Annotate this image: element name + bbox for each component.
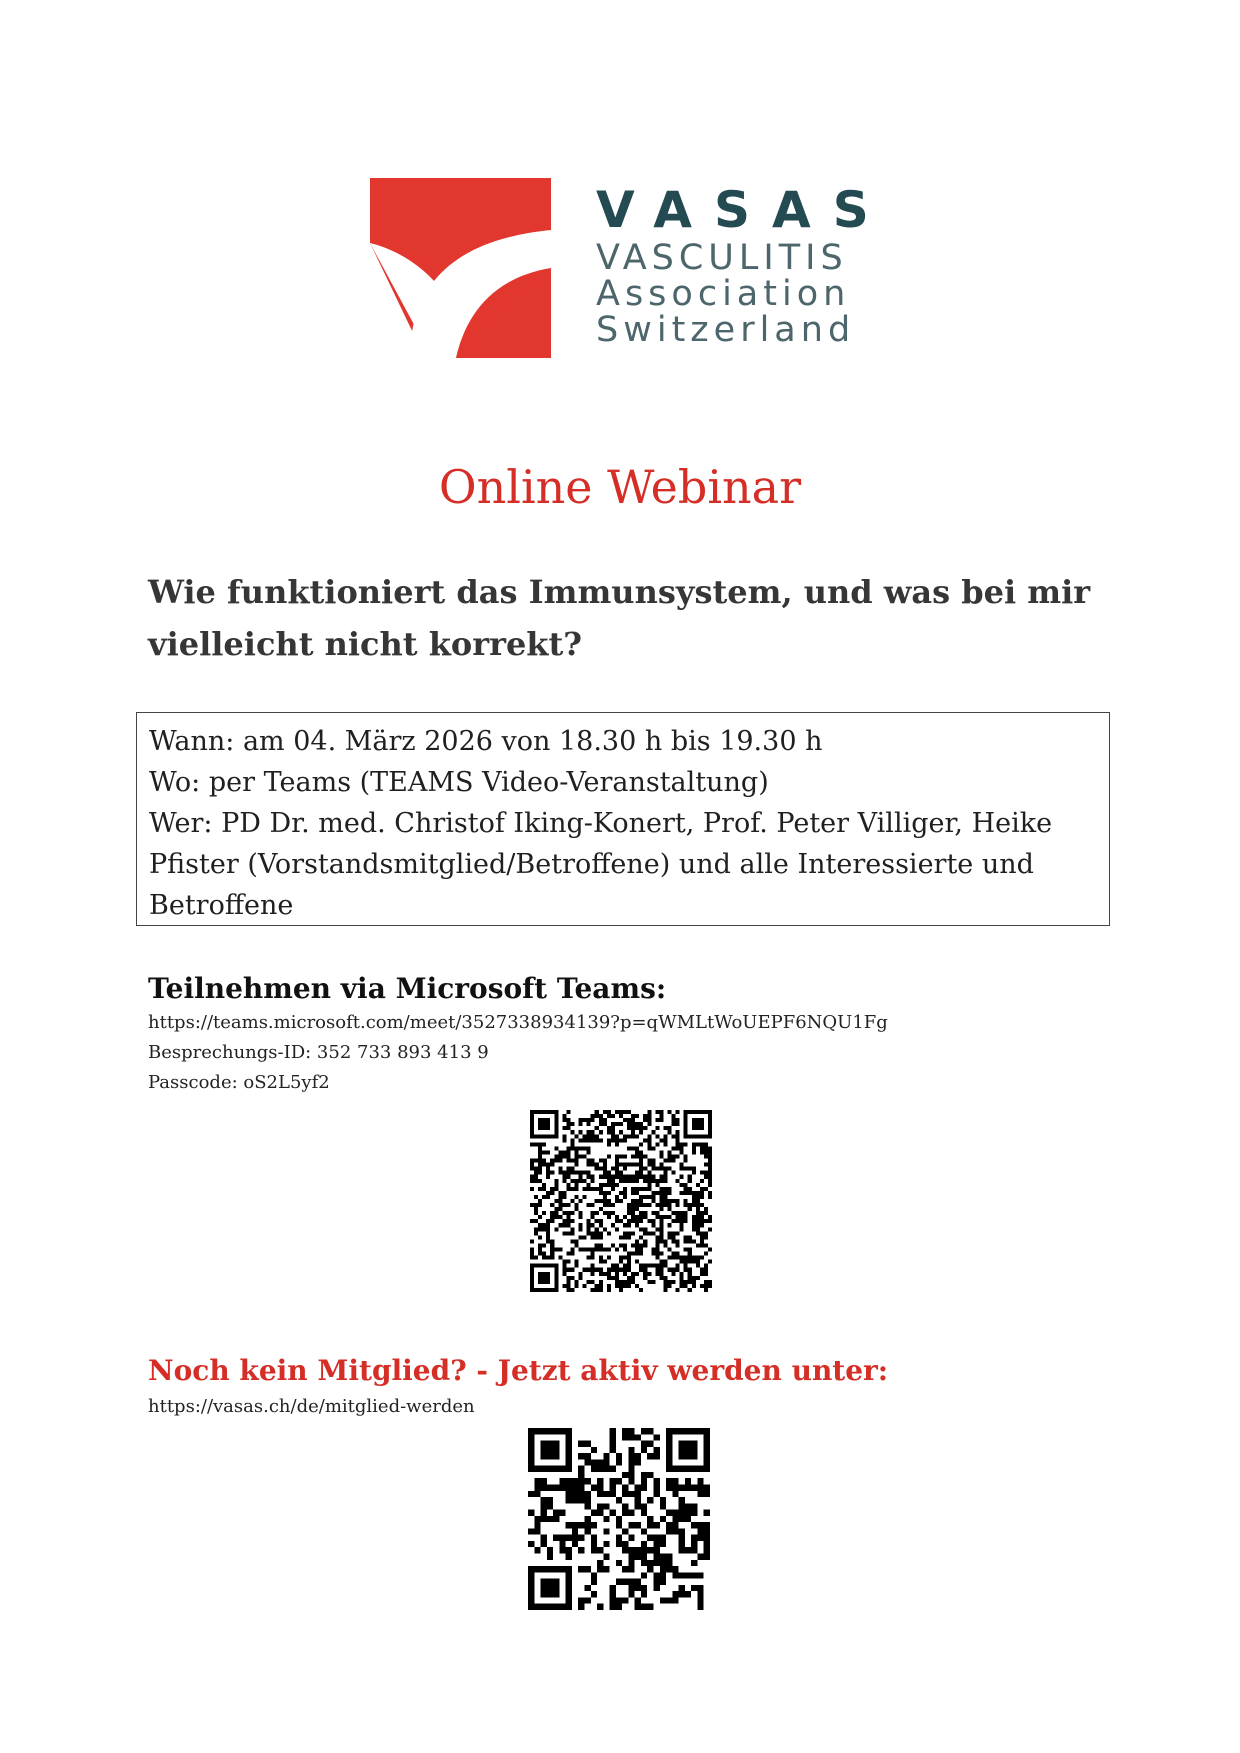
event-where: Wo: per Teams (TEAMS Video-Veranstaltung) bbox=[149, 767, 769, 798]
logo-text bbox=[596, 180, 891, 348]
teams-qr-code[interactable] bbox=[530, 1110, 712, 1292]
logo-line-1: VASCULITIS bbox=[596, 238, 848, 278]
logo-line-2: Association bbox=[596, 274, 851, 314]
event-who: Wer: PD Dr. med. Christof Iking-Konert, Prof. Peter Villiger, Heike Pfister (Vorstandsmitglied/Betroffene) und alle Interessierte und Betroffene bbox=[149, 808, 1053, 921]
membership-title: Noch kein Mitglied? - Jetzt aktiv werden unter: bbox=[148, 1354, 889, 1387]
meeting-id: Besprechungs-ID: 352 733 893 413 9 bbox=[148, 1042, 489, 1063]
event-details-box bbox=[136, 712, 1110, 926]
vasas-logo bbox=[370, 178, 891, 358]
teams-section-title: Teilnehmen via Microsoft Teams: bbox=[148, 972, 667, 1005]
webinar-topic: Wie funktioniert das Immunsystem, und was bei mir vielleicht nicht korrekt? bbox=[148, 573, 1091, 663]
logo-brand: VASAS bbox=[596, 181, 891, 239]
membership-link[interactable]: https://vasas.ch/de/mitglied-werden bbox=[148, 1396, 475, 1417]
vasas-logo-mark bbox=[370, 178, 551, 358]
membership-qr-code[interactable] bbox=[528, 1428, 710, 1610]
page-title: Online Webinar bbox=[438, 460, 802, 514]
logo-line-3: Switzerland bbox=[596, 310, 856, 350]
event-when: Wann: am 04. März 2026 von 18.30 h bis 19.30 h bbox=[149, 726, 823, 757]
teams-link[interactable]: https://teams.microsoft.com/meet/3527338934139?p=qWMLtWoUEPF6NQU1Fg bbox=[148, 1012, 888, 1033]
passcode: Passcode: oS2L5yf2 bbox=[148, 1072, 330, 1093]
